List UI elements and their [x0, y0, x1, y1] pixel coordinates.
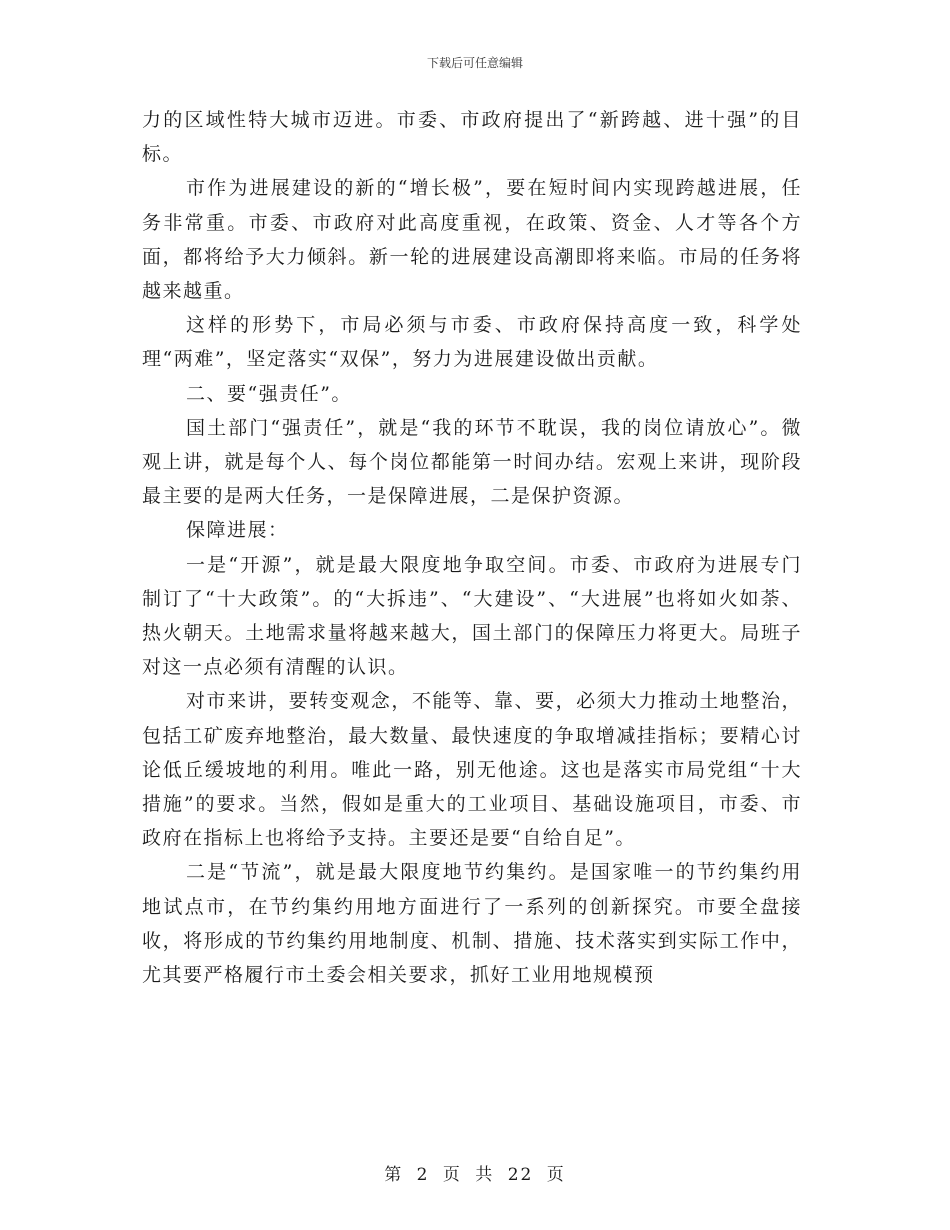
- paragraph-6: 对市来讲，要转变观念，不能等、靠、要，必须大力推动土地整治，包括工矿废弃地整治，最大数量、最快速度的争取增减挂指标；要精心讨论低丘缓坡地的利用。唯此一路，别无他途。这也是落实市局党组“十大措施”的要求。当然，假如是重大的工业项目、基础设施项目，市委、市政府在指标上也将给予支持。主要还是要“自给自足”。: [142, 690, 802, 850]
- page-header: 下载后可任意编辑: [426, 56, 523, 70]
- section-heading: 二、要“强责任”。: [186, 382, 352, 405]
- paragraph-4: 国土部门“强责任”，就是“我的环节不耽误，我的岗位请放心”。微观上讲，就是每个人、每个岗位都能第一时间办结。宏观上来讲，现阶段最主要的是两大任务，一是保障进展，二是保护资源。: [142, 416, 802, 508]
- page-footer: 第 2 页 共 22 页: [384, 1165, 566, 1185]
- paragraph-5: 一是“开源”，就是最大限度地争取空间。市委、市政府为进展专门制订了“十大政策”。的“大拆违”、“大建设”、“大进展”也将如火如荼、热火朝天。土地需求量将越来越大，国土部门的保障压力将更大。局班子对这一点必须有清醒的认识。: [142, 553, 802, 679]
- paragraph-1: 力的区域性特大城市迈进。市委、市政府提出了“新跨越、进十强”的目标。: [142, 109, 802, 166]
- document-body: [142, 103, 802, 992]
- paragraph-3: 这样的形势下，市局必须与市委、市政府保持高度一致，科学处理“两难”，坚定落实“双保”，努力为进展建设做出贡献。: [142, 314, 802, 371]
- subheading-guarantee-development: 保障进展：: [186, 519, 289, 542]
- paragraph-7: 二是“节流”，就是最大限度地节约集约。是国家唯一的节约集约用地试点市，在节约集约用地方面进行了一系列的创新探究。市要全盘接收，将形成的节约集约用地制度、机制、措施、技术落实到实际工作中，尤其要严格履行市土委会相关要求，抓好工业用地规模预: [142, 861, 802, 987]
- paragraph-2: 市作为进展建设的新的“增长极”，要在短时间内实现跨越进展，任务非常重。市委、市政府对此高度重视，在政策、资金、人才等各个方面，都将给予大力倾斜。新一轮的进展建设高潮即将来临。市局的任务将越来越重。: [142, 177, 802, 303]
